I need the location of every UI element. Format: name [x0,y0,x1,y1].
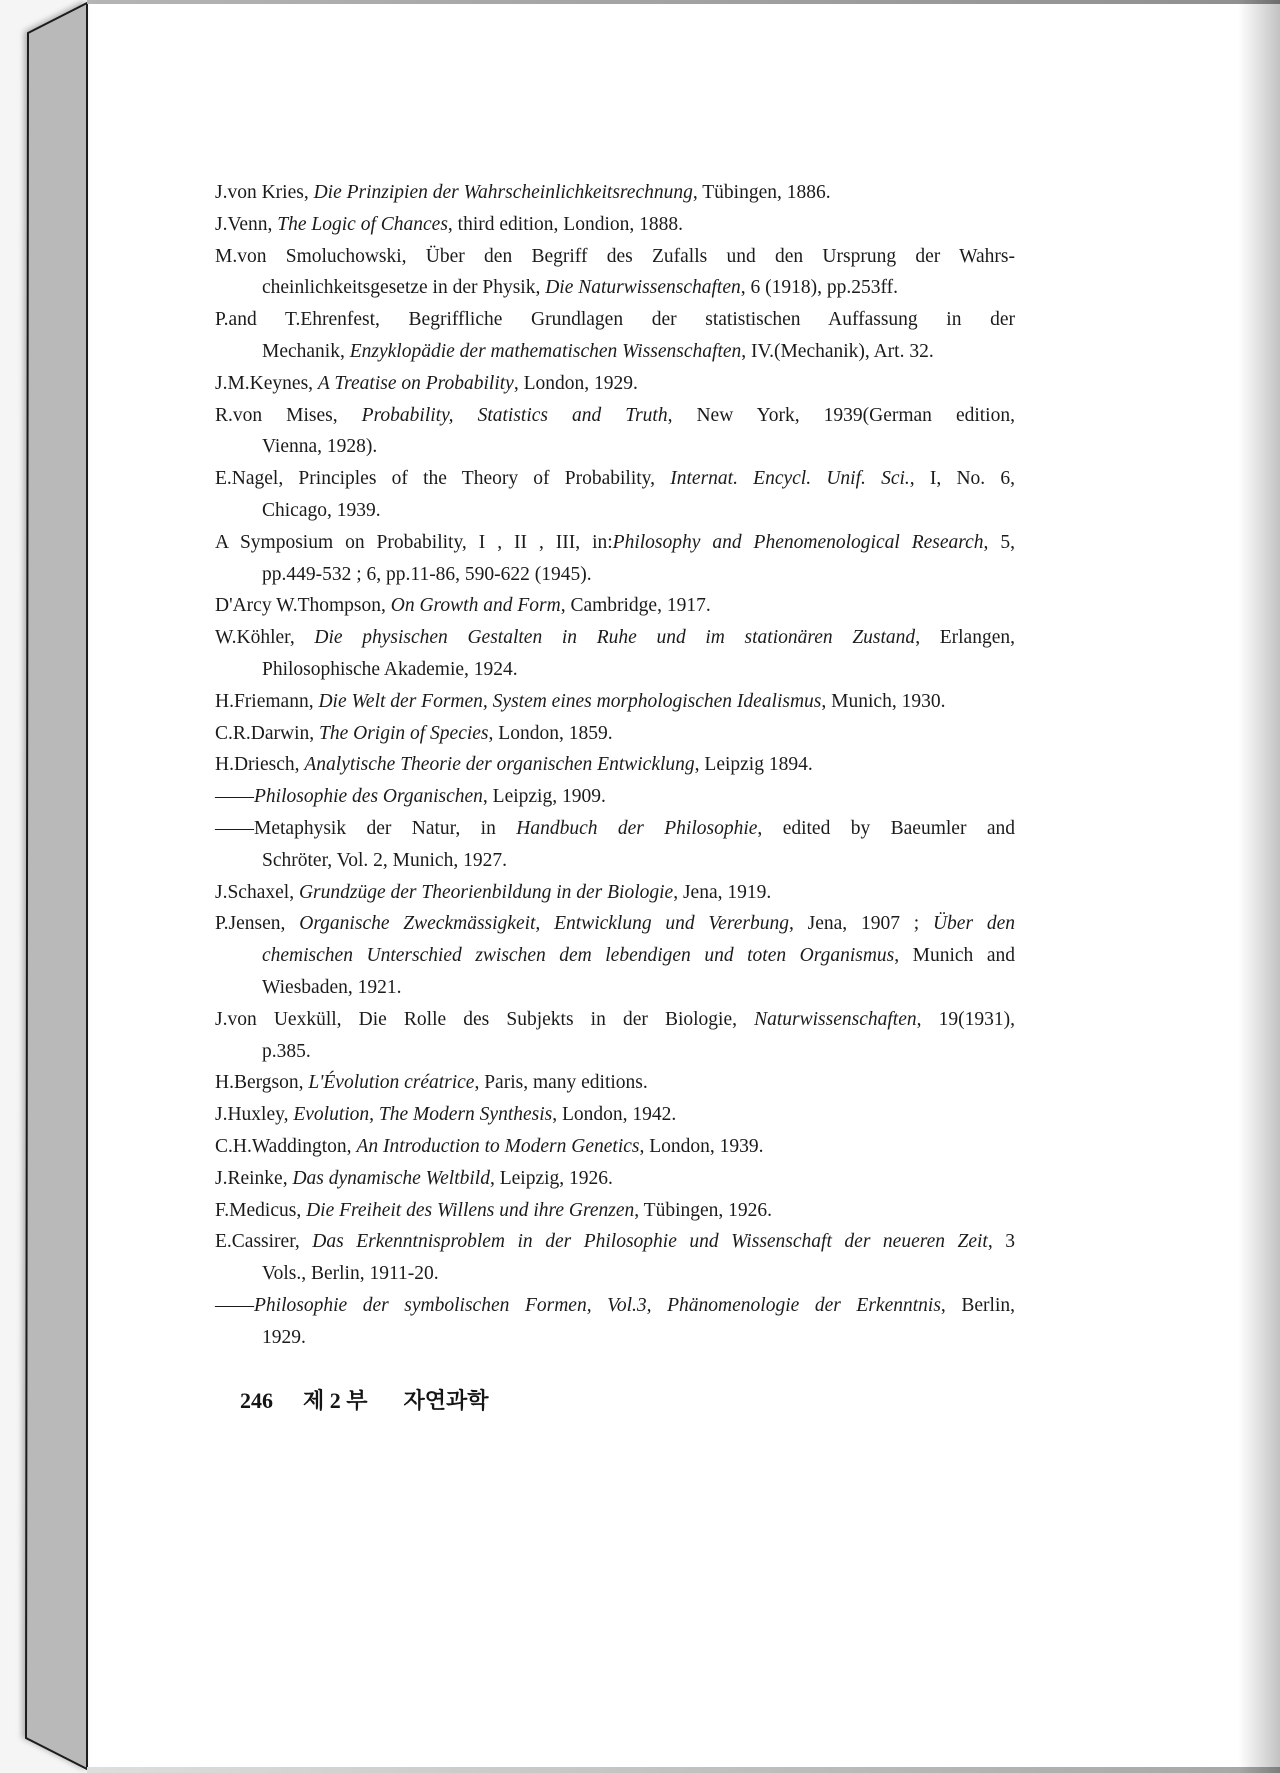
bibliography-text-segment: —— [215,786,254,808]
bibliography-entry [215,590,1015,622]
bibliography-text-segment: Evolution, The Modern Synthesis [293,1104,553,1126]
bibliography-text-segment: Internat. Encycl. Unif. Sci. [670,468,910,490]
bibliography-text-segment: , Leipzig 1894. [694,754,813,776]
bibliography-text-segment: J.Venn, [215,213,278,235]
bibliography-text-segment: R.von Mises, [215,404,362,426]
bibliography-line [215,1036,1015,1068]
bibliography-text-segment: P.and T.Ehrenfest, Begriffliche Grundlagen der statistischen Auffassung in der [215,309,1015,331]
bibliography-text-segment: J.Reinke, [215,1167,293,1189]
bibliography-line [215,845,1015,877]
bibliography-text-segment: Vienna, 1928). [262,436,378,458]
page-right-curl-shadow [1238,0,1280,1773]
section-title: 자연과학 [403,1388,489,1413]
bibliography-line [215,559,1015,591]
bibliography-text-segment: cheinlichkeitsgesetze in der Physik, [262,277,546,299]
bibliography-entry [215,749,1015,781]
bibliography-list [215,177,1015,1353]
bibliography-entry [215,1195,1015,1227]
bibliography-text-segment: On Growth and Form [390,595,561,617]
bibliography-text-segment: ——Metaphysik der Natur, in [215,817,517,839]
bibliography-text-segment: A Symposium on Probability, I , II , III, in: [215,531,613,553]
bibliography-text-segment: , Leipzig, 1909. [482,786,606,808]
bibliography-line [215,1131,1015,1163]
bibliography-text-segment: Philosophy and Phenomenological Research [612,531,984,553]
bibliography-text-segment: , Erlangen, [915,627,1015,649]
bibliography-text-segment: Philosophie der symbolischen Formen, Vol.3, Phänomenologie der Erkenntnis [254,1294,941,1316]
bibliography-text-segment: Grundzüge der Theorienbildung in der Biologie [298,881,674,903]
bibliography-entry [215,781,1015,813]
bibliography-entry [215,1290,1015,1354]
bibliography-text-segment: , London, 1942. [552,1104,677,1126]
bibliography-line [215,940,1015,972]
bibliography-line [215,813,1015,845]
bibliography-text-segment: , IV.(Mechanik), Art. 32. [741,340,934,362]
bibliography-entry [215,908,1015,1003]
bibliography-text-segment: Analytische Theorie der organischen Entwicklung [304,754,695,776]
bibliography-text-segment: , Berlin, [940,1294,1015,1316]
bibliography-entry [215,463,1015,527]
bibliography-line [215,272,1015,304]
bibliography-text-segment: J.Huxley, [215,1104,294,1126]
bibliography-text-segment: , 6 (1918), pp.253ff. [740,277,899,299]
bibliography-entry [215,527,1015,591]
bibliography-text-segment: E.Nagel, Principles of the Theory of Probability, [215,468,671,490]
bibliography-text-segment: An Introduction to Modern Genetics [356,1135,640,1157]
bibliography-text-segment: C.H.Waddington, [215,1135,357,1157]
bibliography-text-segment: H.Driesch, [215,754,305,776]
bibliography-text-segment: Die Freiheit des Willens und ihre Grenzen [306,1199,635,1221]
bibliography-entry [215,1131,1015,1163]
bibliography-text-segment: , London, 1939. [639,1135,764,1157]
bibliography-line [215,1322,1015,1354]
bibliography-text-segment: Die Welt der Formen, System eines morphologischen Idealismus [318,690,822,712]
bibliography-text-segment: Philosophische Akademie, 1924. [262,658,518,680]
bibliography-text-segment: , Leipzig, 1926. [489,1167,613,1189]
bibliography-line [215,972,1015,1004]
bibliography-line [215,622,1015,654]
bibliography-entry [215,1099,1015,1131]
bibliography-line [215,749,1015,781]
bibliography-line [215,336,1015,368]
bibliography-text-segment: , 5, [983,531,1015,553]
part-label: 제 2 부 [303,1388,368,1413]
bibliography-text-segment: J.von Uexküll, Die Rolle des Subjekts in der Biologie, [215,1008,755,1030]
bibliography-entry [215,241,1015,305]
bibliography-entry [215,718,1015,750]
bibliography-text-segment: pp.449-532 ; 6, pp.11-86, 590-622 (1945). [262,563,592,585]
bibliography-text-segment: Vols., Berlin, 1911-20. [262,1263,439,1285]
bibliography-line [215,431,1015,463]
bibliography-text-segment: D'Arcy W.Thompson, [215,595,391,617]
page-number: 246 [240,1388,273,1413]
bibliography-text-segment: Über den [932,913,1015,935]
bibliography-text-segment: , New York, 1939(German edition, [667,404,1015,426]
bibliography-line [215,1258,1015,1290]
bibliography-text-segment: J.M.Keynes, [215,372,318,394]
bibliography-text-segment: , Munich and [894,945,1015,967]
bibliography-entry [215,177,1015,209]
bibliography-text-segment: chemischen Unterschied zwischen dem lebendigen und toten Organismus [262,945,895,967]
bibliography-text-segment: W.Köhler, [215,627,315,649]
bibliography-text-segment: The Logic of Chances [277,213,448,235]
bibliography-text-segment: , London, 1859. [488,722,613,744]
bibliography-line [215,177,1015,209]
bibliography-entry [215,1163,1015,1195]
bibliography-line [215,209,1015,241]
bibliography-text-segment: Das dynamische Weltbild [292,1167,490,1189]
bibliography-entry [215,686,1015,718]
bibliography-text-segment: Organische Zweckmässigkeit, Entwicklung und Vererbung [299,913,789,935]
bibliography-text-segment: E.Cassirer, [215,1231,313,1253]
page-edge-stack [26,3,87,1769]
bibliography-text-segment: , Paris, many editions. [474,1072,648,1094]
bibliography-entry [215,622,1015,686]
bibliography-line [215,527,1015,559]
bibliography-line [215,1226,1015,1258]
bibliography-entry [215,400,1015,464]
bibliography-line [215,654,1015,686]
bibliography-line [215,304,1015,336]
bibliography-text-segment: J.von Kries, [215,182,314,203]
bibliography-text-segment: , Tübingen, 1886. [692,182,831,203]
bibliography-text-segment: , edited by Baeumler and [757,817,1015,839]
bibliography-text-segment: , Munich, 1930. [821,690,946,712]
bibliography-text-segment: —— [215,1294,254,1316]
page-footer [240,1384,489,1415]
bibliography-entry [215,209,1015,241]
bibliography-text-segment: , Jena, 1919. [673,881,772,903]
bibliography-line [215,1004,1015,1036]
bibliography-text-segment: , Jena, 1907 ; [788,913,933,935]
bibliography-line [215,463,1015,495]
bibliography-text-segment: Schröter, Vol. 2, Munich, 1927. [262,849,507,871]
book-bottom-edge [87,1767,1280,1773]
bibliography-line [215,718,1015,750]
bibliography-entry [215,304,1015,368]
bibliography-entry [215,877,1015,909]
bibliography-text-segment: The Origin of Species [319,722,489,744]
bibliography-text-segment: A Treatise on Probability [317,372,514,394]
bibliography-text-segment: Die Prinzipien der Wahrscheinlichkeitsrechnung [313,182,693,203]
bibliography-text-segment: , 3 [987,1231,1016,1253]
book-top-edge [87,0,1280,4]
bibliography-text-segment: , I, No. 6, [909,468,1016,490]
bibliography-text-segment: Naturwissenschaften [754,1008,917,1030]
bibliography-line [215,781,1015,813]
bibliography-text-segment: p.385. [262,1040,311,1062]
bibliography-text-segment: Das Erkenntnisproblem in der Philosophie und Wissenschaft der neueren Zeit [312,1231,988,1253]
bibliography-line [215,368,1015,400]
bibliography-text-segment: , London, 1929. [513,372,638,394]
bibliography-entry [215,368,1015,400]
bibliography-entry [215,813,1015,877]
bibliography-text-segment: C.R.Darwin, [215,722,319,744]
bibliography-text-segment: , third edition, Londion, 1888. [447,213,683,235]
bibliography-line [215,877,1015,909]
bibliography-line [215,400,1015,432]
bibliography-line [215,1099,1015,1131]
bibliography-line [215,495,1015,527]
bibliography-entry [215,1004,1015,1068]
bibliography-text-segment: Die Naturwissenschaften [545,277,741,299]
bibliography-text-segment: , 19(1931), [916,1008,1015,1030]
bibliography-line [215,241,1015,273]
bibliography-text-segment: , Cambridge, 1917. [560,595,711,617]
bibliography-text-segment: Handbuch der Philosophie [516,817,758,839]
bibliography-text-segment: Die physischen Gestalten in Ruhe und im stationären Zustand [314,627,916,649]
bibliography-text-segment: 1929. [262,1326,306,1348]
bibliography-text-segment: , Tübingen, 1926. [634,1199,773,1221]
bibliography-line [215,1163,1015,1195]
bibliography-entry [215,1067,1015,1099]
bibliography-text-segment: L'Évolution créatrice [308,1072,475,1094]
bibliography-text-segment: Probability, Statistics and Truth [361,404,668,426]
bibliography-text-segment: H.Friemann, [215,690,319,712]
bibliography-entry [215,1226,1015,1290]
bibliography-text-segment: Mechanik, [262,340,350,362]
bibliography-line [215,686,1015,718]
bibliography-line [215,590,1015,622]
bibliography-text-segment: P.Jensen, [215,913,300,935]
bibliography-text-segment: Enzyklopädie der mathematischen Wissenschaften [349,340,742,362]
bibliography-text-segment: H.Bergson, [215,1072,309,1094]
bibliography-text-segment: Philosophie des Organischen [254,786,483,808]
bibliography-text-segment: Chicago, 1939. [262,499,381,521]
bibliography-line [215,1195,1015,1227]
bibliography-line [215,1290,1015,1322]
bibliography-text-segment: J.Schaxel, [215,881,299,903]
bibliography-text-segment: F.Medicus, [215,1199,307,1221]
bibliography-text-segment: M.von Smoluchowski, Über den Begriff des Zufalls und den Ursprung der Wahrs- [215,245,1015,267]
bibliography-line [215,908,1015,940]
book-edge-graphic [0,0,120,1773]
bibliography-line [215,1067,1015,1099]
bibliography-text-segment: Wiesbaden, 1921. [262,976,402,998]
